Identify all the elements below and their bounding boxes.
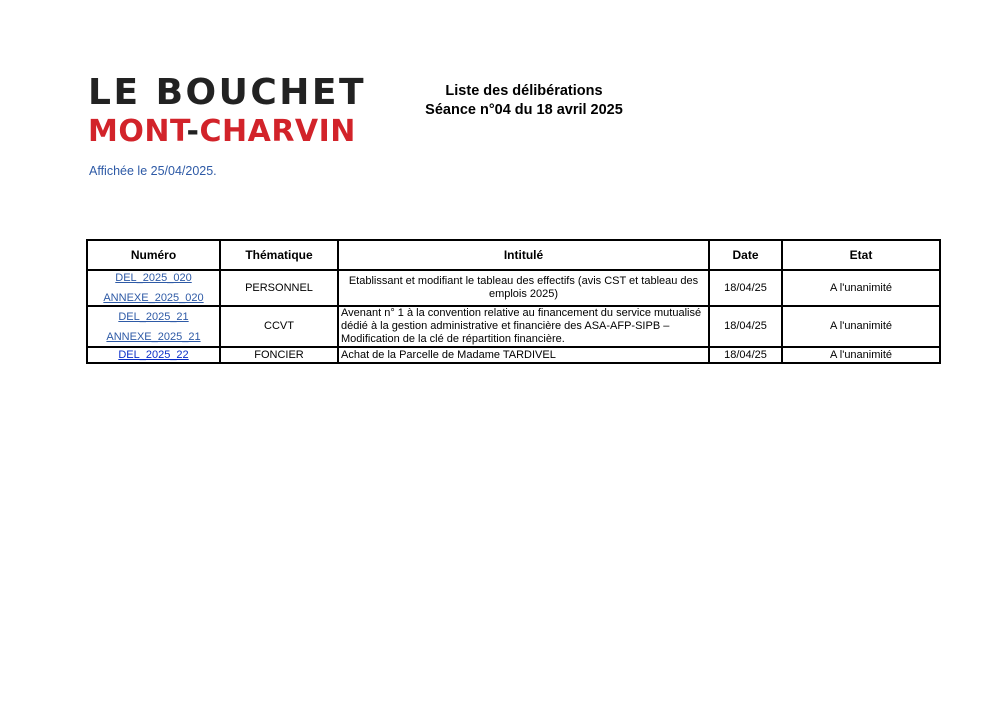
link-deliberation[interactable]: DEL_2025_020	[115, 272, 192, 284]
column-header-thematique: Thématique	[220, 240, 338, 270]
column-header-etat: Etat	[782, 240, 940, 270]
cell-date: 18/04/25	[709, 270, 782, 306]
link-annexe[interactable]: ANNEXE_2025_020	[103, 292, 204, 304]
cell-intitule: Avenant n° 1 à la convention relative au financement du service mutualisé dédié à la gestion administrative et financière des ASA-AFP-SIPB – Modification de la clé de répartition financière.	[338, 306, 709, 347]
cell-numero	[87, 347, 220, 363]
table-row	[87, 270, 940, 306]
table-row	[87, 347, 940, 363]
column-header-date: Date	[709, 240, 782, 270]
table-header-row	[87, 240, 940, 270]
cell-numero	[87, 270, 220, 306]
logo-line-mont-charvin	[88, 113, 388, 151]
logo-word-mont: MONT	[88, 114, 187, 149]
municipality-logo	[88, 73, 388, 151]
cell-date: 18/04/25	[709, 306, 782, 347]
column-header-intitule: Intitulé	[338, 240, 709, 270]
cell-date: 18/04/25	[709, 347, 782, 363]
cell-intitule: Achat de la Parcelle de Madame TARDIVEL	[338, 347, 709, 363]
cell-intitule: Etablissant et modifiant le tableau des effectifs (avis CST et tableau des emplois 2025)	[338, 270, 709, 306]
cell-etat: A l'unanimité	[782, 270, 940, 306]
title-line-list: Liste des délibérations	[445, 83, 603, 99]
logo-word-charvin: CHARVIN	[199, 114, 356, 149]
cell-thematique: CCVT	[220, 306, 338, 347]
link-deliberation[interactable]: DEL_2025_21	[118, 310, 189, 323]
cell-etat: A l'unanimité	[782, 306, 940, 347]
cell-numero	[87, 306, 220, 347]
table-row	[87, 306, 940, 347]
posted-date: Affichée le 25/04/2025.	[89, 164, 217, 178]
cell-etat: A l'unanimité	[782, 347, 940, 363]
link-deliberation[interactable]: DEL_2025_22	[118, 349, 189, 361]
link-annexe[interactable]: ANNEXE_2025_21	[106, 330, 201, 343]
cell-thematique: FONCIER	[220, 347, 338, 363]
column-header-numero: Numéro	[87, 240, 220, 270]
title-line-session: Séance n°04 du 18 avril 2025	[425, 102, 623, 118]
cell-thematique: PERSONNEL	[220, 270, 338, 306]
document-title	[410, 82, 638, 120]
logo-line-le-bouchet: LE BOUCHET	[88, 72, 367, 113]
logo-dash: -	[186, 114, 200, 149]
deliberations-table	[86, 239, 941, 364]
